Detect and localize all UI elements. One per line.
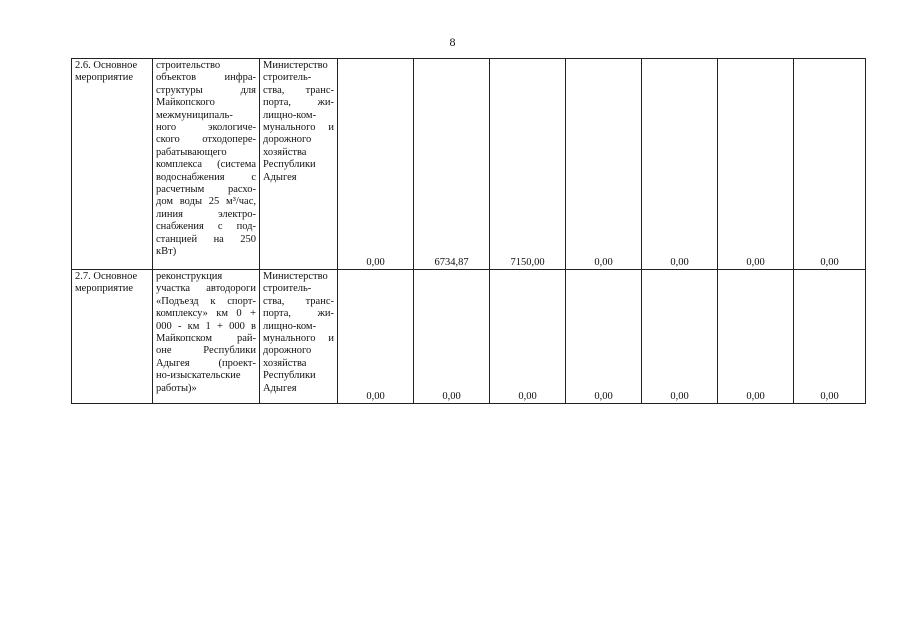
value-text: 0,00 (594, 256, 613, 268)
value-cell (794, 270, 866, 404)
value-cell (414, 59, 490, 270)
value-cell (794, 59, 866, 270)
cell-text-line: снабжения с под- (156, 221, 256, 233)
cell-text-line: ства, транс- (263, 84, 334, 96)
value-cell (566, 270, 642, 404)
cell-text-line: мунального и (263, 333, 334, 345)
value-cell (718, 59, 794, 270)
activity-code-cell (72, 270, 153, 404)
cell-text-line: дорожного (263, 345, 312, 357)
value-text: 0,00 (820, 256, 839, 268)
value-text: 0,00 (442, 390, 461, 402)
activity-description-cell (153, 59, 260, 270)
value-text: 0,00 (366, 256, 385, 268)
table-row (72, 59, 866, 270)
cell-text-line: мероприятие (75, 283, 133, 295)
value-text: 0,00 (366, 390, 385, 402)
cell-text-line: кВт) (156, 246, 177, 258)
cell-text-line: станцией на 250 (156, 233, 256, 245)
value-cell (414, 270, 490, 404)
cell-text-line: 2.6. Основное (75, 60, 138, 71)
cell-text-line: Республики (263, 370, 316, 382)
cell-text-line: Майкопского (156, 97, 215, 109)
cell-text-line: мунального и (263, 122, 334, 134)
cell-text-line: межмуниципаль- (156, 109, 233, 121)
cell-text-line: Майкопском рай- (156, 333, 256, 345)
cell-text-line: рабатывающего (156, 146, 227, 158)
cell-text-line: линия электро- (156, 208, 256, 220)
activities-table (71, 58, 866, 404)
cell-text-line: строительство (156, 60, 221, 71)
cell-text-line: дорожного (263, 134, 312, 146)
cell-text-line: ства, транс- (263, 295, 334, 307)
cell-text-line: реконструкция (156, 271, 223, 282)
cell-text-line: лищно-ком- (263, 109, 317, 121)
cell-text-line: порта, жи- (263, 308, 334, 320)
cell-text-line: ского отходопере- (156, 134, 256, 146)
value-text: 0,00 (670, 390, 689, 402)
value-cell (490, 59, 566, 270)
cell-text-line: Республики (263, 159, 316, 171)
value-text: 0,00 (746, 390, 765, 402)
cell-text-line: Адыгея (263, 171, 297, 183)
cell-text-line: 000 - км 1 + 000 в (156, 320, 256, 332)
cell-text-line: структуры для (156, 84, 256, 96)
activity-description-cell (153, 270, 260, 404)
cell-text-line: строитель- (263, 72, 312, 84)
value-text: 0,00 (594, 390, 613, 402)
cell-text-line: «Подъезд к спорт- (156, 295, 256, 307)
value-text: 6734,87 (434, 256, 469, 268)
value-cell (718, 270, 794, 404)
value-cell (490, 270, 566, 404)
page-number: 8 (449, 35, 456, 49)
value-text: 0,00 (670, 256, 689, 268)
cell-text-line: Министерство (263, 271, 328, 282)
cell-text-line: Министерство (263, 60, 328, 71)
cell-text-line: мероприятие (75, 72, 133, 84)
cell-text-line: но-изыскательские (156, 370, 241, 382)
executor-cell (260, 59, 338, 270)
value-cell (642, 270, 718, 404)
cell-text-line: строитель- (263, 283, 312, 295)
value-text: 0,00 (820, 390, 839, 402)
cell-text-line: порта, жи- (263, 97, 334, 109)
cell-text-line: ного экологиче- (156, 122, 256, 134)
cell-text-line: дом воды 25 м³/час, (156, 196, 256, 208)
value-text: 0,00 (746, 256, 765, 268)
cell-text-line: оне Республики (156, 345, 256, 357)
cell-text-line: 2.7. Основное (75, 271, 138, 282)
cell-text-line: работы)» (156, 382, 197, 394)
value-text: 0,00 (518, 390, 537, 402)
table-row (72, 270, 866, 404)
value-cell (566, 59, 642, 270)
value-cell (642, 59, 718, 270)
cell-text-line: комплексу» км 0 + (156, 308, 256, 320)
cell-text-line: водоснабжения с (156, 171, 256, 183)
executor-cell (260, 270, 338, 404)
value-cell (338, 270, 414, 404)
value-cell (338, 59, 414, 270)
activity-code-cell (72, 59, 153, 270)
cell-text-line: расчетным расхо- (156, 184, 256, 196)
cell-text-line: хозяйства (263, 357, 307, 369)
cell-text-line: комплекса (система (156, 159, 256, 171)
cell-text-line: хозяйства (263, 146, 307, 158)
value-text: 7150,00 (510, 256, 545, 268)
cell-text-line: Адыгея (проект- (156, 357, 256, 369)
cell-text-line: участка автодороги (156, 283, 256, 295)
cell-text-line: Адыгея (263, 382, 297, 394)
table-body (72, 59, 866, 404)
cell-text-line: лищно-ком- (263, 320, 317, 332)
cell-text-line: объектов инфра- (156, 72, 256, 84)
